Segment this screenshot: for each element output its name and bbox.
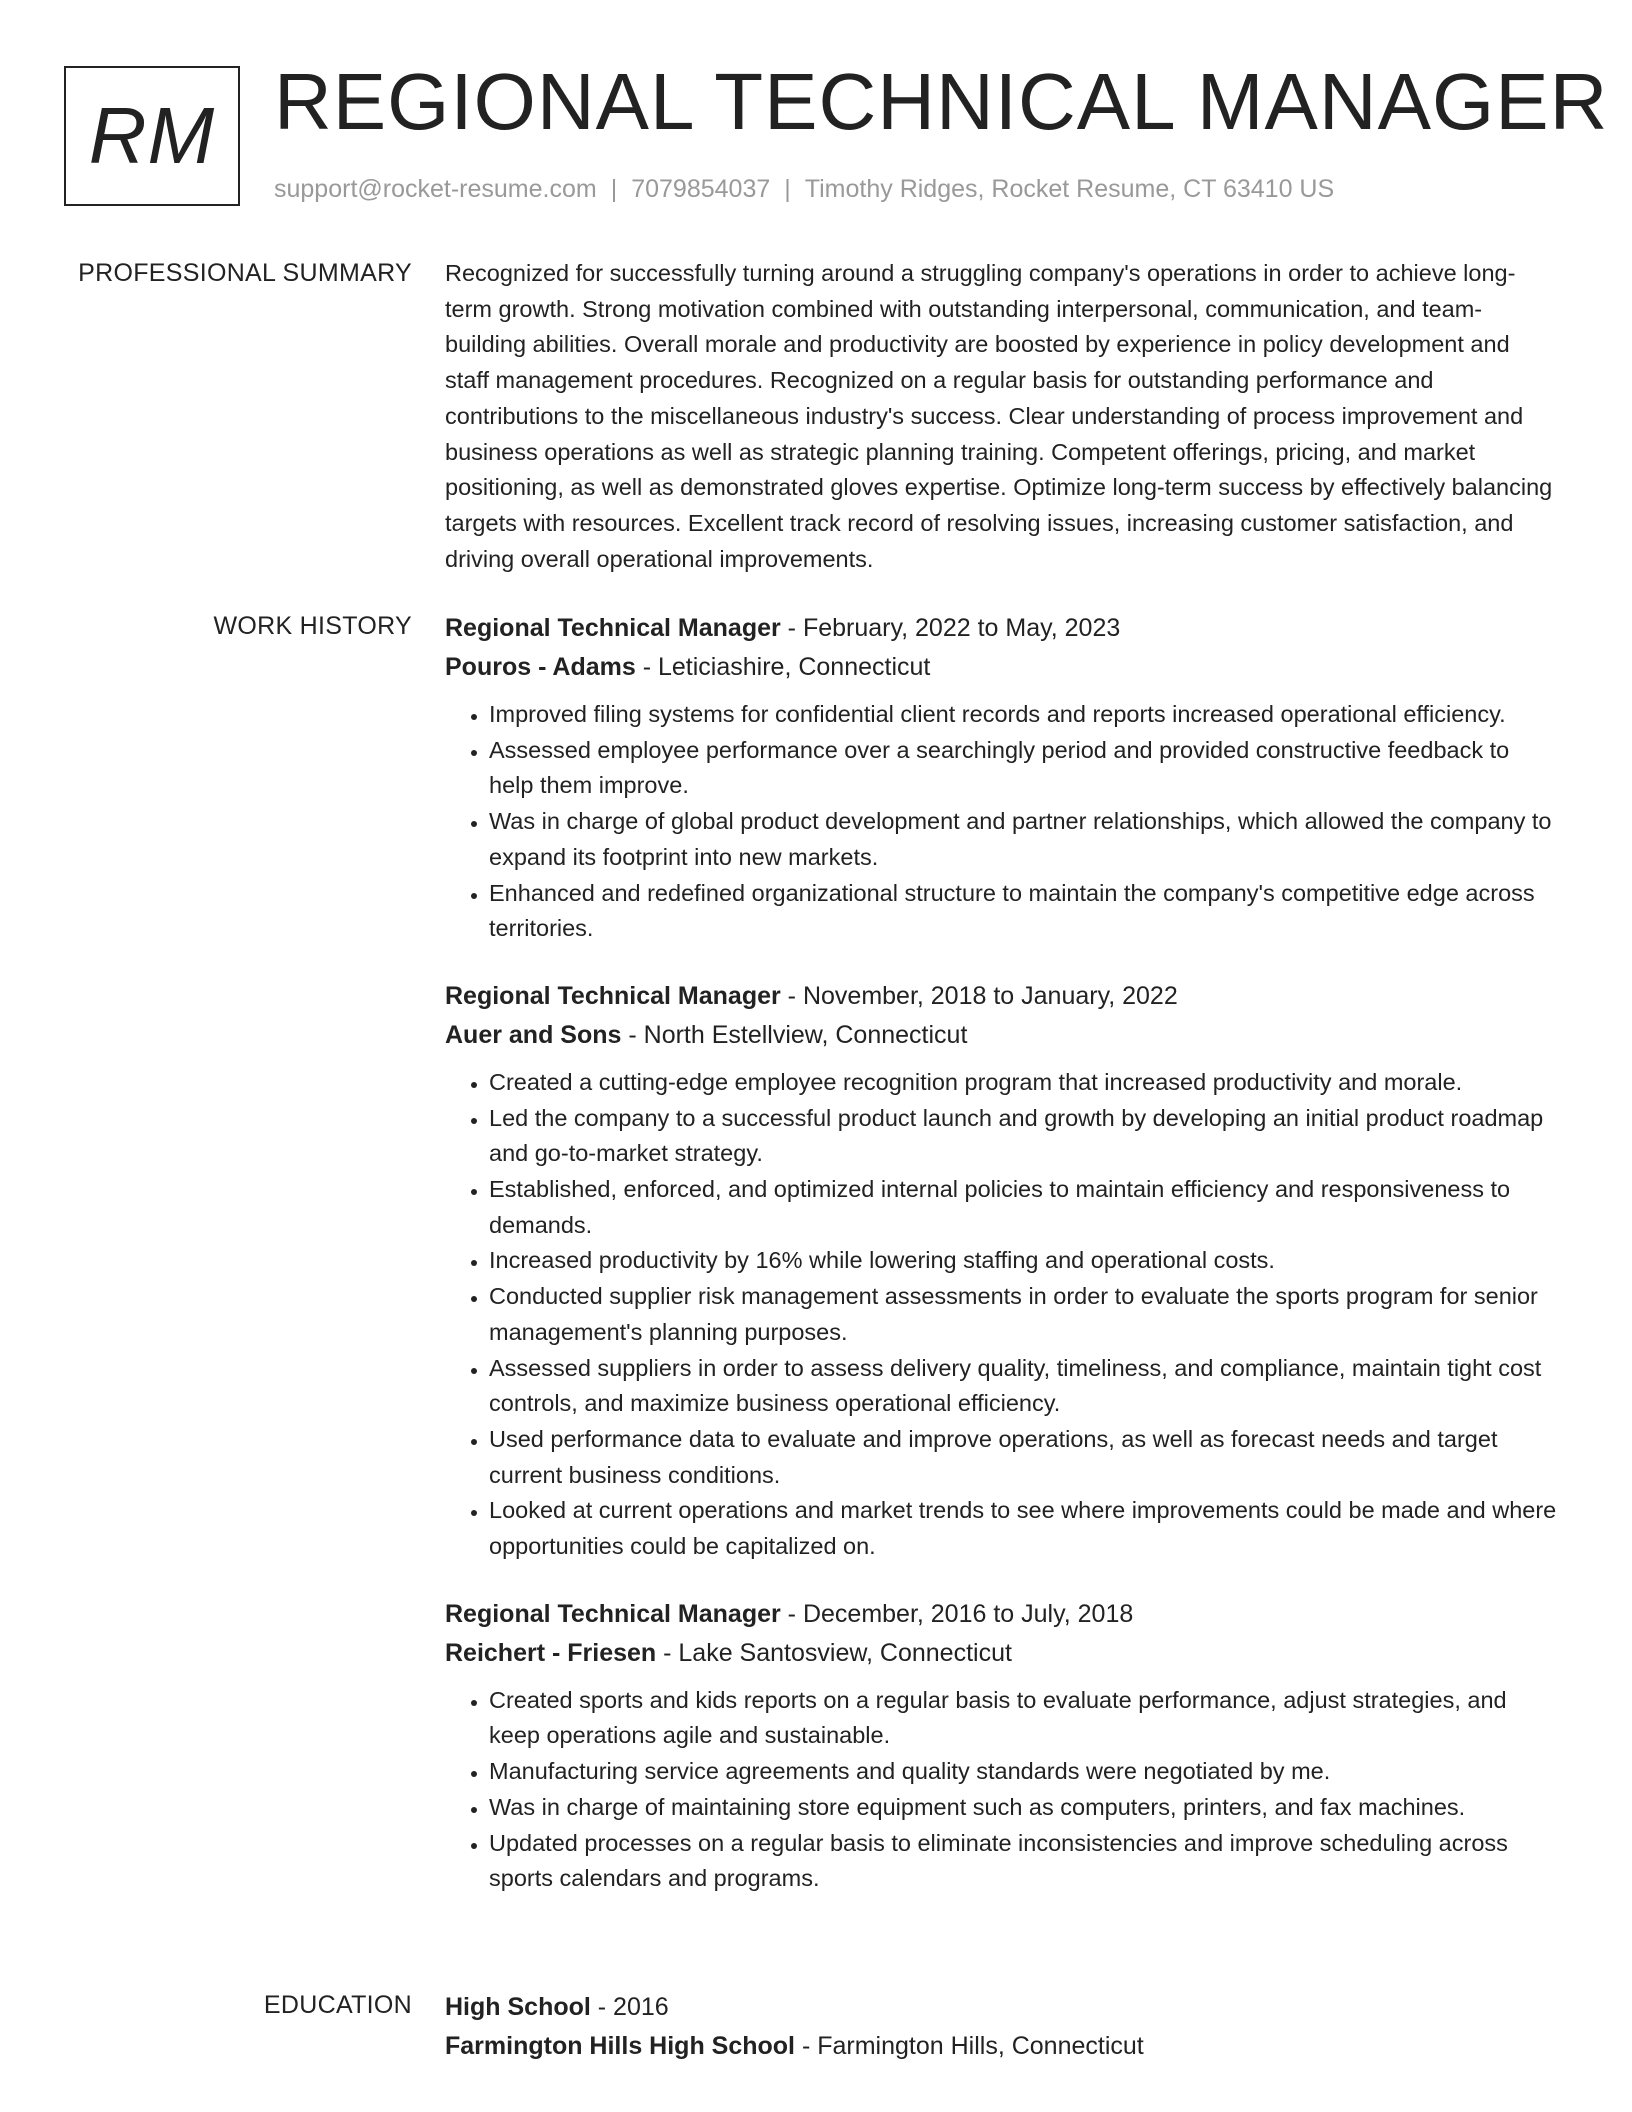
contact-line: [274, 172, 1334, 206]
job-entry: [445, 1595, 1560, 1897]
section-label-work-history: WORK HISTORY: [213, 612, 412, 640]
job-bullet: • Looked at current operations and market trends to see where improvements could be made and where opportunities could be capitalized on.: [489, 1493, 1560, 1564]
job-bullet: • Was in charge of maintaining store equipment such as computers, printers, and fax machines.: [489, 1790, 1560, 1826]
education-school-line: [445, 2027, 1560, 2066]
job-bullet: • Updated processes on a regular basis to eliminate inconsistencies and improve scheduling across sports calendars and programs.: [489, 1826, 1560, 1897]
job-bullets: [445, 697, 1560, 947]
job-bullet: • Assessed employee performance over a searchingly period and provided constructive feedback to help them improve.: [489, 733, 1560, 804]
job-title: Regional Technical Manager: [445, 614, 781, 642]
job-bullet: • Created a cutting-edge employee recognition program that increased productivity and morale.: [489, 1065, 1560, 1101]
job-company: Reichert - Friesen: [445, 1638, 657, 1667]
job-dates: - November, 2018 to January, 2022: [780, 981, 1178, 1010]
job-company: Auer and Sons: [445, 1020, 622, 1049]
contact-address: Timothy Ridges, Rocket Resume, CT 63410 US: [804, 175, 1335, 203]
job-location: - North Estellview, Connecticut: [621, 1020, 968, 1049]
job-bullet: • Increased productivity by 16% while lowering staffing and operational costs.: [489, 1243, 1560, 1279]
job-bullet: • Used performance data to evaluate and improve operations, as well as forecast needs and target current business conditions.: [489, 1422, 1560, 1493]
job-title-line: [445, 977, 1560, 1016]
job-entry: [445, 609, 1560, 947]
education-year: - 2016: [590, 1993, 669, 2021]
job-title-line: [445, 609, 1560, 648]
job-bullet: • Manufacturing service agreements and quality standards were negotiated by me.: [489, 1754, 1560, 1790]
job-company-line: [445, 648, 1560, 687]
job-bullet: • Was in charge of global product development and partner relationships, which allowed the company to expand its footprint into new markets.: [489, 804, 1560, 875]
job-company-line: [445, 1016, 1560, 1055]
job-bullet: • Established, enforced, and optimized internal policies to maintain efficiency and responsiveness to demands.: [489, 1172, 1560, 1243]
job-company: Pouros - Adams: [445, 653, 636, 681]
job-bullets: [445, 1683, 1560, 1897]
job-location: - Leticiashire, Connecticut: [635, 653, 931, 681]
education-school: Farmington Hills High School: [445, 2032, 795, 2060]
contact-phone[interactable]: 7079854037: [631, 175, 771, 203]
job-bullets: [445, 1065, 1560, 1565]
section-label-summary: PROFESSIONAL SUMMARY: [78, 259, 412, 287]
job-title: Regional Technical Manager: [445, 1599, 781, 1628]
job-bullet: • Improved filing systems for confidential client records and reports increased operational efficiency.: [489, 697, 1560, 733]
job-bullet: • Assessed suppliers in order to assess delivery quality, timeliness, and compliance, maintain tight cost controls, and maximize business operational efficiency.: [489, 1351, 1560, 1422]
job-title: Regional Technical Manager: [445, 981, 781, 1010]
job-location: - Lake Santosview, Connecticut: [656, 1638, 1012, 1667]
job-bullet: • Enhanced and redefined organizational structure to maintain the company's competitive edge across territories.: [489, 876, 1560, 947]
job-bullet: • Conducted supplier risk management assessments in order to evaluate the sports program for senior management's planning purposes.: [489, 1279, 1560, 1350]
education-degree: High School: [445, 1993, 591, 2021]
job-dates: - December, 2016 to July, 2018: [780, 1599, 1134, 1628]
job-title-line: [445, 1595, 1560, 1634]
contact-separator: |: [784, 175, 791, 203]
contact-separator: |: [610, 175, 618, 203]
education-location: - Farmington Hills, Connecticut: [795, 2032, 1144, 2060]
job-bullet: • Created sports and kids reports on a regular basis to evaluate performance, adjust strategies, and keep operations agile and sustainable.: [489, 1683, 1560, 1754]
job-bullet: • Led the company to a successful product launch and growth by developing an initial product roadmap and go-to-market strategy.: [489, 1101, 1560, 1172]
job-company-line: [445, 1634, 1560, 1673]
job-entry: [445, 977, 1560, 1565]
monogram-badge: RM: [64, 66, 240, 206]
education-degree-line: [445, 1988, 1560, 2027]
section-label-education: EDUCATION: [263, 1991, 412, 2019]
summary-text: Recognized for successfully turning around a struggling company's operations in order to achieve long-term growth. Strong motivation combined with outstanding interpersonal, communication, and team-building abilities. Overall morale and productivity are boosted by experience in policy development and staff management procedures. Recognized on a regular basis for outstanding performance and contributions to the miscellaneous industry's success. Clear understanding of process improvement and business operations as well as strategic planning training. Competent offerings, pricing, and market positioning, as well as demonstrated gloves expertise. Optimize long-term success by effectively balancing targets with resources. Excellent track record of resolving issues, increasing customer satisfaction, and driving overall operational improvements.: [445, 260, 1553, 572]
resume-title: REGIONAL TECHNICAL MANAGER: [274, 57, 1609, 146]
resume-header: [0, 0, 1632, 230]
contact-email[interactable]: support@rocket-resume.com: [274, 175, 597, 203]
job-dates: - February, 2022 to May, 2023: [780, 614, 1121, 642]
